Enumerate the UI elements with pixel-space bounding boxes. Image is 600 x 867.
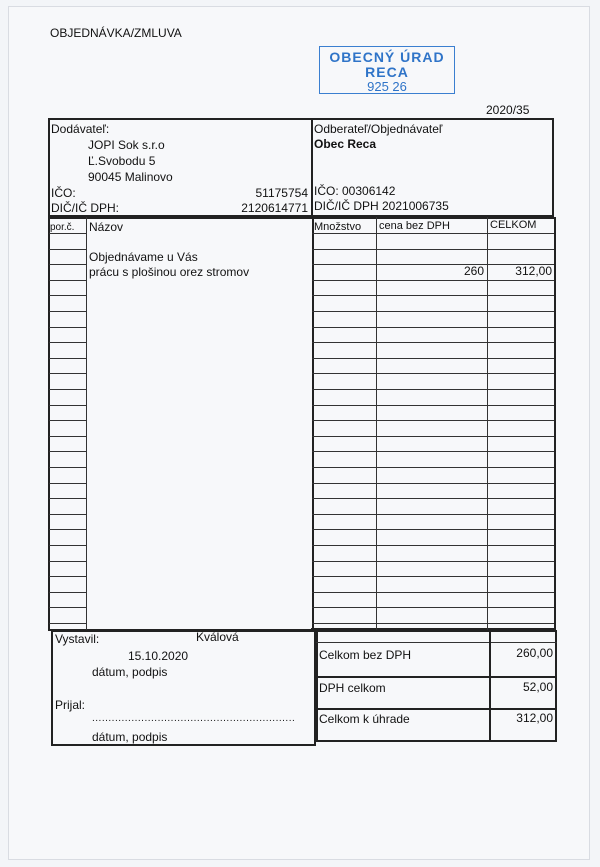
number-row-line bbox=[49, 467, 86, 468]
price-row-line bbox=[312, 342, 554, 343]
issued-label: Vystavil: bbox=[55, 632, 100, 646]
items-left-box bbox=[48, 217, 314, 631]
totals-top-line bbox=[316, 642, 557, 643]
price-row-line bbox=[312, 623, 554, 624]
header-total: CELKOM bbox=[490, 219, 537, 231]
price-row-line bbox=[312, 561, 554, 562]
office-stamp bbox=[319, 46, 455, 94]
received-label: Prijal: bbox=[55, 698, 86, 712]
price-row-line bbox=[312, 451, 554, 452]
number-row-line bbox=[49, 280, 86, 281]
amount-due-label: Celkom k úhrade bbox=[319, 712, 410, 726]
date-sign-label-1: dátum, podpis bbox=[92, 665, 168, 679]
vat-total-value: 52,00 bbox=[522, 680, 553, 694]
header-quantity: Množstvo bbox=[314, 221, 362, 233]
totals-line-2 bbox=[316, 708, 557, 710]
header-number: por.č. bbox=[50, 222, 75, 233]
number-row-line bbox=[49, 311, 86, 312]
price-row-line bbox=[312, 389, 554, 390]
number-row-line bbox=[49, 342, 86, 343]
amount-due-value: 312,00 bbox=[516, 711, 553, 725]
item-total: 312,00 bbox=[515, 264, 552, 278]
number-row-line bbox=[49, 389, 86, 390]
totals-line-1 bbox=[316, 676, 557, 678]
supplier-ico-label: IČO: bbox=[51, 186, 76, 200]
price-row-line bbox=[312, 327, 554, 328]
item-price: 260 bbox=[463, 264, 484, 278]
customer-dic: DIČ/IČ DPH 2021006735 bbox=[314, 199, 449, 213]
price-column-divider bbox=[487, 217, 488, 630]
supplier-label: Dodávateľ: bbox=[51, 122, 110, 136]
number-row-line bbox=[49, 420, 86, 421]
price-row-line bbox=[312, 592, 554, 593]
price-row-line bbox=[312, 483, 554, 484]
stamp-line-3: 925 26 bbox=[367, 79, 407, 94]
price-row-line bbox=[312, 514, 554, 515]
supplier-name: JOPI Sok s.r.o bbox=[88, 138, 165, 152]
supplier-dic-label: DIČ/IČ DPH: bbox=[51, 201, 120, 215]
number-row-line bbox=[49, 592, 86, 593]
item-description-line-2: prácu s plošinou orez stromov bbox=[89, 265, 250, 279]
number-row-line bbox=[49, 607, 86, 608]
price-row-line bbox=[312, 498, 554, 499]
signature-box bbox=[51, 630, 316, 746]
totals-divider bbox=[489, 630, 491, 742]
price-row-line bbox=[312, 545, 554, 546]
price-row-line bbox=[312, 311, 554, 312]
vat-total-label: DPH celkom bbox=[319, 681, 386, 695]
number-row-line bbox=[49, 249, 86, 250]
supplier-dic: 2120614771 bbox=[241, 201, 308, 215]
number-row-line bbox=[49, 545, 86, 546]
net-total-value: 260,00 bbox=[516, 646, 553, 660]
price-row-line bbox=[312, 358, 554, 359]
number-row-line bbox=[49, 264, 86, 265]
price-row-line bbox=[312, 467, 554, 468]
issued-name: Kválová bbox=[196, 630, 239, 644]
number-row-line bbox=[49, 436, 86, 437]
customer-ico: IČO: 00306142 bbox=[314, 184, 396, 198]
price-row-line bbox=[312, 280, 554, 281]
number-row-line bbox=[49, 529, 86, 530]
supplier-street: Ľ.Svobodu 5 bbox=[88, 154, 156, 168]
number-row-line bbox=[49, 358, 86, 359]
number-row-line bbox=[49, 451, 86, 452]
price-row-line bbox=[312, 420, 554, 421]
issued-date: 15.10.2020 bbox=[128, 649, 189, 663]
stamp-line-1: OBECNÝ ÚRAD bbox=[329, 49, 445, 65]
header-name: Názov bbox=[89, 220, 124, 234]
number-row-line bbox=[49, 514, 86, 515]
signature-dotted-line: .............................................................. bbox=[92, 713, 296, 724]
number-row-line bbox=[49, 483, 86, 484]
price-row-line bbox=[312, 249, 554, 250]
price-row-line bbox=[312, 405, 554, 406]
date-sign-label-2: dátum, podpis bbox=[92, 730, 168, 744]
number-row-line bbox=[49, 405, 86, 406]
price-row-line bbox=[312, 576, 554, 577]
document-number: 2020/35 bbox=[486, 103, 530, 117]
number-column-divider bbox=[86, 217, 87, 631]
price-row-line bbox=[312, 529, 554, 530]
items-right-box bbox=[311, 217, 556, 630]
supplier-city: 90045 Malinovo bbox=[88, 170, 173, 184]
qty-column-divider bbox=[376, 217, 377, 630]
price-row-line bbox=[312, 295, 554, 296]
item-description-line-1: Objednávame u Vás bbox=[89, 250, 198, 264]
net-total-label: Celkom bez DPH bbox=[319, 648, 412, 662]
stamp-line-2: RECA bbox=[365, 64, 409, 80]
price-row-line bbox=[312, 607, 554, 608]
supplier-ico: 51175754 bbox=[255, 186, 308, 200]
price-row-line bbox=[312, 436, 554, 437]
parties-divider bbox=[311, 118, 313, 217]
number-row-line bbox=[49, 498, 86, 499]
customer-label: Odberateľ/Objednávateľ bbox=[314, 122, 443, 136]
number-row-line bbox=[49, 327, 86, 328]
customer-name: Obec Reca bbox=[314, 137, 377, 151]
number-row-line bbox=[49, 295, 86, 296]
number-row-line bbox=[49, 623, 86, 624]
number-row-line bbox=[49, 373, 86, 374]
number-row-line bbox=[49, 561, 86, 562]
document-type: OBJEDNÁVKA/ZMLUVA bbox=[50, 26, 182, 40]
price-row-line bbox=[312, 373, 554, 374]
header-price: cena bez DPH bbox=[379, 220, 450, 232]
number-row-line bbox=[49, 576, 86, 577]
